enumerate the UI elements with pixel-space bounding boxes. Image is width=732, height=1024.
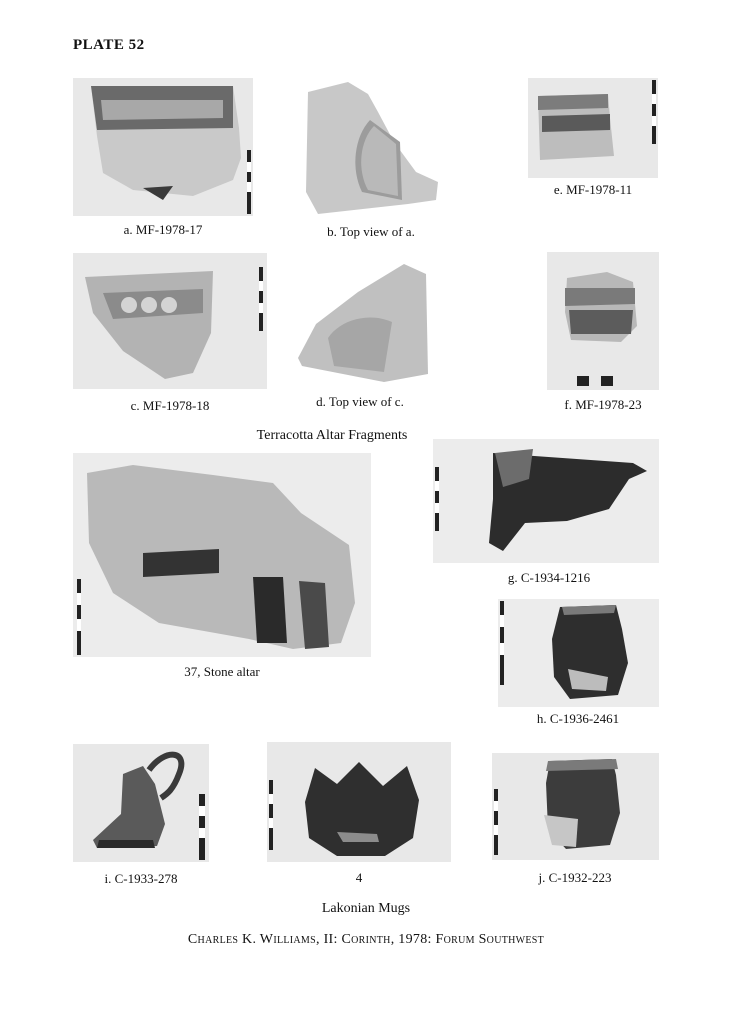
mug-j-image [492, 753, 659, 860]
section-title-altar-fragments: Terracotta Altar Fragments [256, 428, 408, 443]
caption-h: h. C-1936-2461 [536, 711, 620, 726]
photo-e-mf-1978-11 [528, 78, 658, 178]
caption-37-stone-altar: 37, Stone altar [184, 664, 260, 679]
photo-f-mf-1978-23 [547, 252, 659, 390]
photo-37-stone-altar [73, 453, 371, 657]
caption-g: g. C-1934-1216 [507, 570, 591, 585]
caption-b: b. Top view of a. [327, 224, 415, 239]
photo-c-mf-1978-18 [73, 253, 267, 389]
caption-i: i. C-1933-278 [104, 871, 178, 886]
fragment-d-image [288, 262, 432, 386]
photo-4 [267, 742, 451, 862]
running-footer: Charles K. Williams, II: Corinth, 1978: Forum Southwest [187, 932, 545, 947]
plate-label: PLATE 52 [73, 37, 145, 53]
photo-a-mf-1978-17 [73, 78, 253, 216]
mug-h-image [498, 599, 659, 707]
stone-altar-image [73, 453, 371, 657]
mug-g-image [433, 439, 659, 563]
mug-i-image [73, 744, 209, 862]
section-title-lakonian-mugs: Lakonian Mugs [321, 901, 411, 916]
photo-g-c-1934-1216 [433, 439, 659, 563]
photo-d-top-view-c [288, 262, 432, 386]
caption-d: d. Top view of c. [316, 394, 404, 409]
fragment-f-image [547, 252, 659, 390]
photo-b-top-view-a [298, 82, 442, 218]
fragment-b-image [298, 82, 442, 218]
photo-i-c-1933-278 [73, 744, 209, 862]
caption-c: c. MF-1978-18 [130, 398, 210, 413]
fragment-a-image [73, 78, 253, 216]
fragment-c-image [73, 253, 267, 389]
photo-h-c-1936-2461 [498, 599, 659, 707]
caption-j: j. C-1932-223 [538, 870, 612, 885]
caption-e: e. MF-1978-11 [553, 182, 633, 197]
caption-4: 4 [355, 870, 363, 885]
photo-j-c-1932-223 [492, 753, 659, 860]
caption-a: a. MF-1978-17 [123, 222, 203, 237]
mug-4-image [267, 742, 451, 862]
fragment-e-image [528, 78, 658, 178]
caption-f: f. MF-1978-23 [564, 397, 642, 412]
